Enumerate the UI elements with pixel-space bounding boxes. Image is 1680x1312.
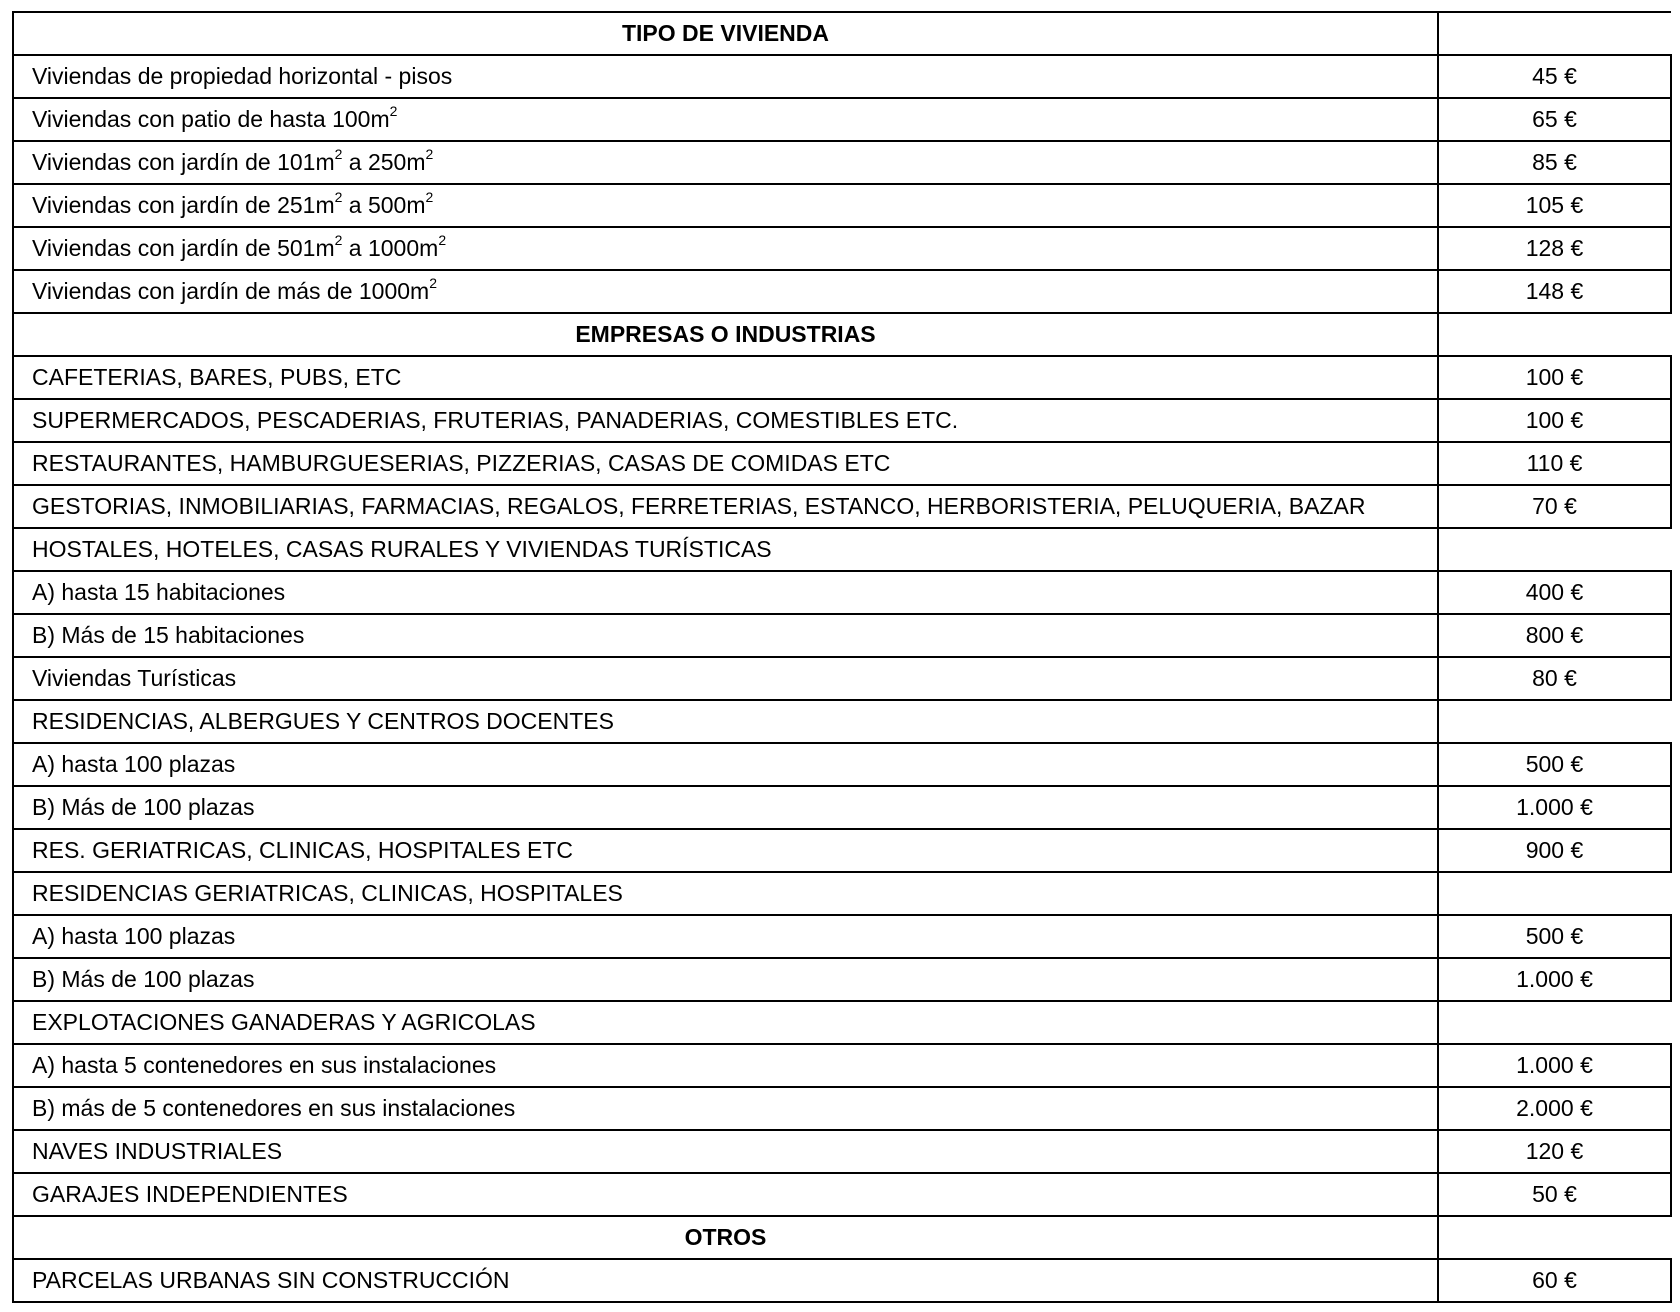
row-description xyxy=(13,700,1438,743)
price-cell: 105 € xyxy=(1438,184,1671,227)
description-text: Viviendas con jardín de 101m xyxy=(32,149,335,175)
superscript: 2 xyxy=(438,232,447,249)
description-text: RESIDENCIAS GERIATRICAS, CLINICAS, HOSPITALES xyxy=(32,880,623,906)
table-row xyxy=(13,1087,1671,1130)
superscript: 2 xyxy=(389,103,398,120)
section-title xyxy=(13,313,1438,356)
description-text: PARCELAS URBANAS SIN CONSTRUCCIÓN xyxy=(32,1267,510,1293)
group-row xyxy=(13,1001,1671,1044)
table-row xyxy=(13,485,1671,528)
row-description xyxy=(13,98,1438,141)
description-text: Viviendas con jardín de 251m xyxy=(32,192,335,218)
description-text: RES. GERIATRICAS, CLINICAS, HOSPITALES ETC xyxy=(32,837,574,863)
price-cell: 1.000 € xyxy=(1438,1044,1671,1087)
superscript: 2 xyxy=(429,275,438,292)
row-description xyxy=(13,1130,1438,1173)
description-text: B) Más de 15 habitaciones xyxy=(32,622,305,648)
empty-price-cell xyxy=(1438,1216,1671,1259)
price-cell: 1.000 € xyxy=(1438,786,1671,829)
row-description xyxy=(13,1259,1438,1302)
description-text-continued: a 1000m xyxy=(342,235,439,261)
description-text: A) hasta 100 plazas xyxy=(32,923,236,949)
row-description xyxy=(13,872,1438,915)
table-row xyxy=(13,227,1671,270)
row-description xyxy=(13,528,1438,571)
row-description xyxy=(13,657,1438,700)
empty-price-cell xyxy=(1438,872,1671,915)
group-row xyxy=(13,872,1671,915)
table-row xyxy=(13,829,1671,872)
group-row xyxy=(13,700,1671,743)
price-cell: 800 € xyxy=(1438,614,1671,657)
section-title xyxy=(13,12,1438,55)
price-cell: 50 € xyxy=(1438,1173,1671,1216)
row-description xyxy=(13,442,1438,485)
empty-price-cell xyxy=(1438,12,1671,55)
description-text: HOSTALES, HOTELES, CASAS RURALES Y VIVIENDAS TURÍSTICAS xyxy=(32,536,772,562)
price-cell: 1.000 € xyxy=(1438,958,1671,1001)
price-cell: 120 € xyxy=(1438,1130,1671,1173)
price-cell: 100 € xyxy=(1438,356,1671,399)
row-description xyxy=(13,485,1438,528)
superscript: 2 xyxy=(425,189,434,206)
description-text: EXPLOTACIONES GANADERAS Y AGRICOLAS xyxy=(32,1009,536,1035)
empty-price-cell xyxy=(1438,700,1671,743)
row-description xyxy=(13,356,1438,399)
empty-price-cell xyxy=(1438,1001,1671,1044)
row-description xyxy=(13,829,1438,872)
row-description xyxy=(13,184,1438,227)
description-text: A) hasta 5 contenedores en sus instalaciones xyxy=(32,1052,497,1078)
empty-price-cell xyxy=(1438,313,1671,356)
table-row xyxy=(13,442,1671,485)
price-cell: 60 € xyxy=(1438,1259,1671,1302)
price-cell: 110 € xyxy=(1438,442,1671,485)
empty-price-cell xyxy=(1438,528,1671,571)
table-row xyxy=(13,356,1671,399)
description-text: GESTORIAS, INMOBILIARIAS, FARMACIAS, REGALOS, FERRETERIAS, ESTANCO, HERBORISTERIA, PELUQUERIA, BAZAR xyxy=(32,493,1366,519)
table-row xyxy=(13,743,1671,786)
table-row xyxy=(13,1259,1671,1302)
row-description xyxy=(13,1001,1438,1044)
description-text: TIPO DE VIVIENDA xyxy=(621,20,830,46)
superscript: 2 xyxy=(334,189,343,206)
superscript: 2 xyxy=(334,146,343,163)
table-row xyxy=(13,55,1671,98)
table-row xyxy=(13,1044,1671,1087)
table-row xyxy=(13,1173,1671,1216)
description-text: B) más de 5 contenedores en sus instalaciones xyxy=(32,1095,516,1121)
superscript: 2 xyxy=(425,146,434,163)
table-row xyxy=(13,141,1671,184)
table-row xyxy=(13,915,1671,958)
table-row xyxy=(13,1130,1671,1173)
row-description xyxy=(13,1044,1438,1087)
description-text: Viviendas con patio de hasta 100m xyxy=(32,106,390,132)
price-cell: 70 € xyxy=(1438,485,1671,528)
table-row xyxy=(13,98,1671,141)
group-row xyxy=(13,528,1671,571)
description-text: A) hasta 100 plazas xyxy=(32,751,236,777)
row-description xyxy=(13,1087,1438,1130)
table-row xyxy=(13,614,1671,657)
row-description xyxy=(13,571,1438,614)
table-row xyxy=(13,399,1671,442)
section-header-row xyxy=(13,1216,1671,1259)
price-cell: 85 € xyxy=(1438,141,1671,184)
description-text: RESIDENCIAS, ALBERGUES Y CENTROS DOCENTES xyxy=(32,708,614,734)
section-title xyxy=(13,1216,1438,1259)
section-header-row xyxy=(13,313,1671,356)
price-cell: 500 € xyxy=(1438,743,1671,786)
table-row xyxy=(13,958,1671,1001)
fee-table-body xyxy=(13,12,1671,1302)
table-row xyxy=(13,657,1671,700)
section-header-row xyxy=(13,12,1671,55)
description-text: A) hasta 15 habitaciones xyxy=(32,579,286,605)
description-text: OTROS xyxy=(684,1224,767,1250)
row-description xyxy=(13,399,1438,442)
description-text-continued: a 500m xyxy=(342,192,426,218)
row-description xyxy=(13,743,1438,786)
row-description xyxy=(13,141,1438,184)
fee-table xyxy=(12,11,1672,1303)
price-cell: 148 € xyxy=(1438,270,1671,313)
description-text: NAVES INDUSTRIALES xyxy=(32,1138,283,1164)
row-description xyxy=(13,915,1438,958)
table-row xyxy=(13,184,1671,227)
price-cell: 128 € xyxy=(1438,227,1671,270)
price-cell: 2.000 € xyxy=(1438,1087,1671,1130)
description-text: B) Más de 100 plazas xyxy=(32,966,255,992)
row-description xyxy=(13,958,1438,1001)
description-text: B) Más de 100 plazas xyxy=(32,794,255,820)
row-description xyxy=(13,270,1438,313)
row-description xyxy=(13,1173,1438,1216)
price-cell: 400 € xyxy=(1438,571,1671,614)
row-description xyxy=(13,55,1438,98)
row-description xyxy=(13,227,1438,270)
description-text: RESTAURANTES, HAMBURGUESERIAS, PIZZERIAS, CASAS DE COMIDAS ETC xyxy=(32,450,891,476)
description-text: GARAJES INDEPENDIENTES xyxy=(32,1181,348,1207)
description-text: SUPERMERCADOS, PESCADERIAS, FRUTERIAS, PANADERIAS, COMESTIBLES ETC. xyxy=(32,407,959,433)
price-cell: 900 € xyxy=(1438,829,1671,872)
row-description xyxy=(13,786,1438,829)
description-text: EMPRESAS O INDUSTRIAS xyxy=(575,321,876,347)
description-text: Viviendas de propiedad horizontal - pisos xyxy=(32,63,453,89)
description-text: CAFETERIAS, BARES, PUBS, ETC xyxy=(32,364,402,390)
superscript: 2 xyxy=(334,232,343,249)
table-row xyxy=(13,571,1671,614)
price-cell: 500 € xyxy=(1438,915,1671,958)
description-text: Viviendas Turísticas xyxy=(32,665,237,691)
price-cell: 65 € xyxy=(1438,98,1671,141)
row-description xyxy=(13,614,1438,657)
description-text: Viviendas con jardín de más de 1000m xyxy=(32,278,430,304)
description-text-continued: a 250m xyxy=(342,149,426,175)
price-cell: 45 € xyxy=(1438,55,1671,98)
table-row xyxy=(13,786,1671,829)
description-text: Viviendas con jardín de 501m xyxy=(32,235,335,261)
table-row xyxy=(13,270,1671,313)
price-cell: 80 € xyxy=(1438,657,1671,700)
price-cell: 100 € xyxy=(1438,399,1671,442)
